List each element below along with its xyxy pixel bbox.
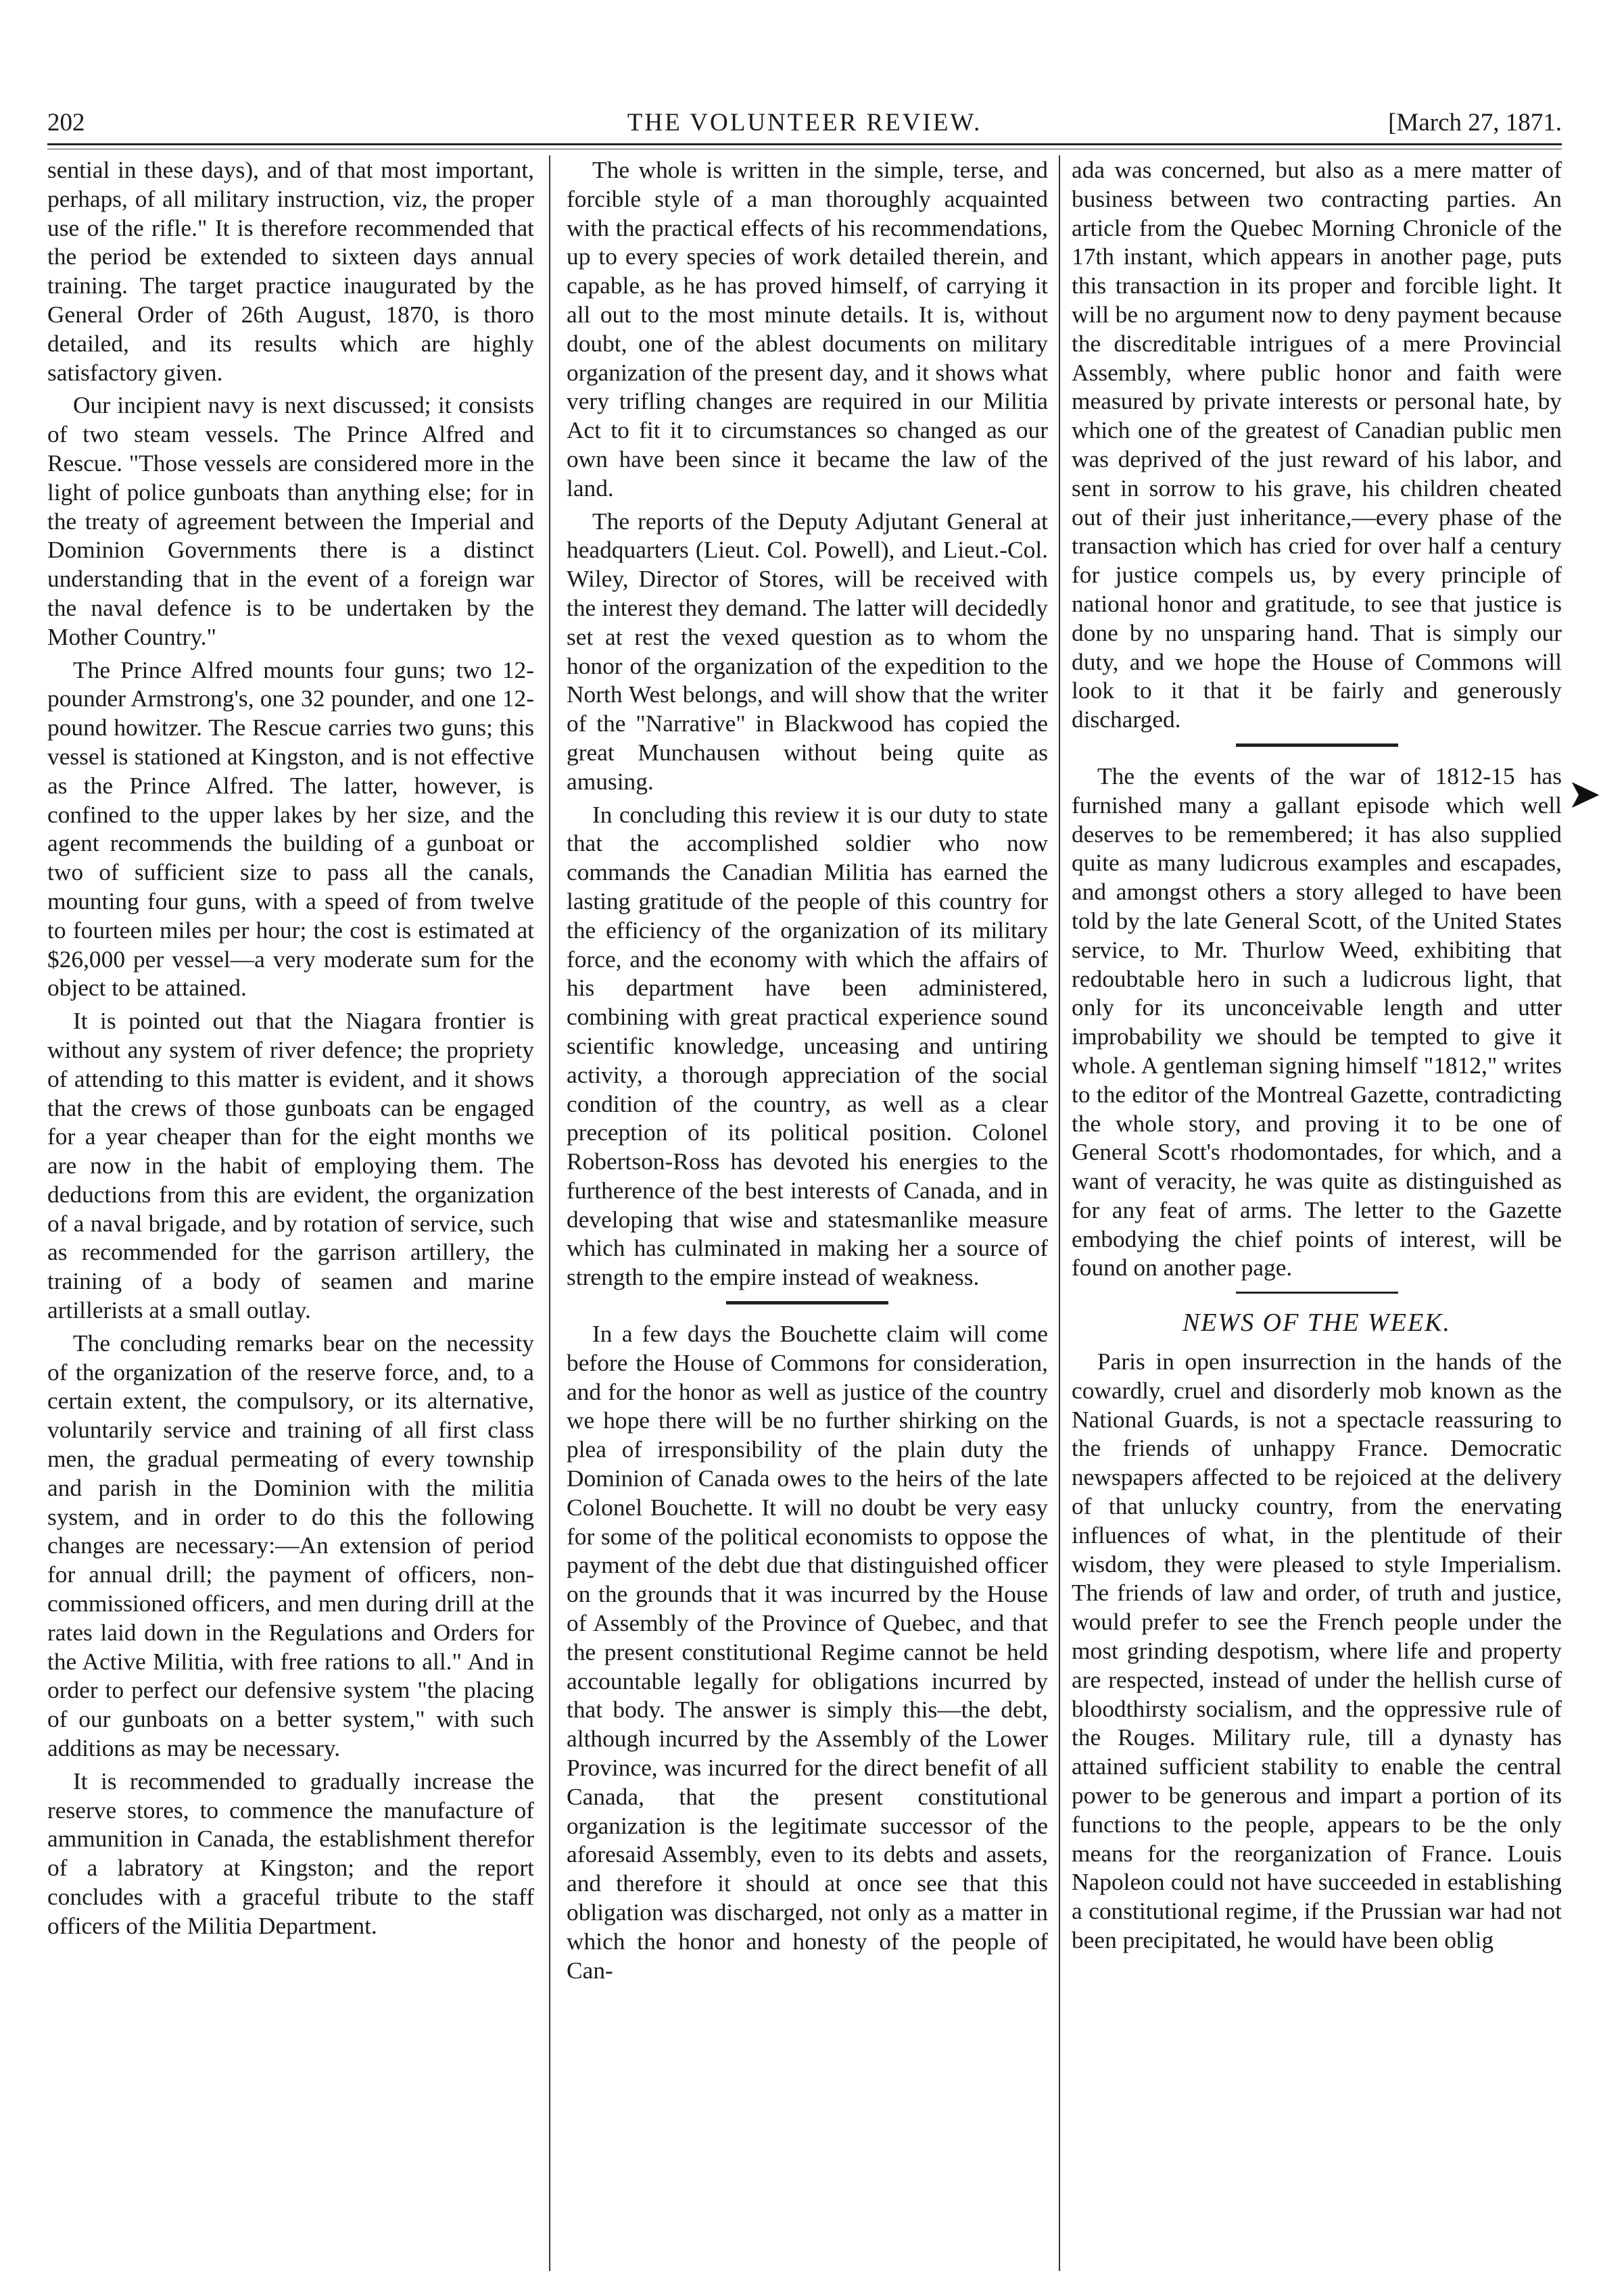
column-divider-2 <box>1059 155 1060 2271</box>
paragraph: The whole is written in the simple, terse, and forcible style of a man thoroughly acquainted with the practical effects of his recommendations, up to every species of work detailed therein, and capable, as he has proved himself, of carrying it all out to the most minute details. It is, without doubt, one of the ablest documents on military organization of the present day, and it shows what very trifling changes are required in our Militia Act to fit it to circumstances so changed as our own have been since it became the law of the land. <box>567 156 1048 502</box>
paragraph: The reports of the Deputy Adjutant General at headquarters (Lieut. Col. Powell), and Lieut.-Col. Wiley, Director of Stores, will be received with the interest they demand. The latter will decidedly set at rest the vexed question as to whom the honor of the organization of the expedition to the North West belongs, and will show that the writer of the "Narrative" in Blackwood has copied the great Munchausen without being quite as amusing. <box>567 507 1048 795</box>
paragraph: Our incipient navy is next discussed; it consists of two steam vessels. The Prince Alfred and Rescue. "Those vessels are considered more in the light of police gunboats than anything else; for in the treaty of agreement between the Imperial and Dominion Governments there is a distinct understanding that in the event of a foreign war the naval defence is to be undertaken by the Mother Country." <box>47 391 534 650</box>
page-number: 202 <box>47 109 85 137</box>
page-header <box>47 108 1562 149</box>
paragraph: The the events of the war of 1812-15 has furnished many a gallant episode which well deserves to be remembered; it has also supplied quite as many ludicrous examples and escapades, and amongst others a story alleged to have been told by the late General Scott, of the United States service, to Mr. Thurlow Weed, exhibiting that redoubtable hero in such a ludicrous light, that only for its unconceivable length and utter improbability we should be tempted to give it whole. A gentleman signing himself "1812," writes to the editor of the Montreal Gazette, contradicting the whole story, and proving it to be one of General Scott's rhodomontades, for which, and a want of veracity, he was quite as distinguished as for any feat of arms. The letter to the Gazette embodying the chief points of interest, will be found on another page. <box>1072 762 1562 1281</box>
section-separator <box>726 1301 888 1304</box>
paragraph: In concluding this review it is our duty to state that the accomplished soldier who now commands the Canadian Militia has earned the lasting gratitude of the people of this country for the efficiency of the organization of its military force, and the economy with which the affairs of his department have been administered, combining with great practical experience sound scientific knowledge, unceasing and untiring activity, a thorough appreciation of the social condition of the country, as well as a clear preception of its political position. Colonel Robertson-Ross has devoted his energies to the furtherence of the best interests of Canada, and in developing that wise and statesmanlike measure which has culminated in making her a source of strength to the empire instead of weakness. <box>567 800 1048 1291</box>
paragraph: sential in these days), and of that most important, perhaps, of all military instruction, viz, the proper use of the rifle." It is therefore recommended that the period be extended to sixteen days annual training. The target practice inaugurated by the General Order of 26th August, 1870, is thoro detailed, and its results which are highly satisfactory given. <box>47 156 534 386</box>
paragraph: It is recommended to gradually increase the reserve stores, to commence the manufacture of ammunition in Canada, the establishment therefor of a labratory at Kingston; and the report concludes with a graceful tribute to the staff officers of the Militia Department. <box>47 1767 534 1939</box>
column-2 <box>567 155 1048 2271</box>
margin-arrow-icon: ➤ <box>1567 771 1601 818</box>
masthead-title: THE VOLUNTEER REVIEW. <box>627 109 982 137</box>
paragraph: It is pointed out that the Niagara frontier is without any system of river defence; the propriety of attending to this matter is evident, and it shows that the crews of those gunboats can be engaged for a year cheaper than for the eight months we are now in the habit of employing them. The deductions from this are evident, the organization of a naval brigade, and by rotation of service, such as recommended for the garrison artillery, the training of a body of seamen and marine artillerists at a small outlay. <box>47 1007 534 1324</box>
paragraph: In a few days the Bouchette claim will come before the House of Commons for consideration, and for the honor as well as justice of the country we hope there will be no further shirking on the plea of irresponsibility of the plain duty the Dominion of Canada owes to the heirs of the late Colonel Bouchette. It will no doubt be very easy for some of the political economists to oppose the payment of the debt due that distinguished officer on the grounds that it was incurred by the House of Assembly of the Province of Quebec, and that the present constitutional Regime cannot be held accountable legally for obligations incurred by that body. The answer is simply this—the debt, although incurred by the Assembly of the Lower Province, was incurred for the direct benefit of all Canada, that the present constitutional organization is the legitimate successor of the aforesaid Assembly, even to its debts and assets, and therefore it should at once see that this obligation was discharged, not only as a matter in which the honor and honesty of the people of Can- <box>567 1320 1048 1984</box>
paragraph: Paris in open insurrection in the hands of the cowardly, cruel and disorderly mob known as the National Guards, is not a spectacle reassuring to the friends of unhappy France. Democratic newspapers affected to be rejoiced at the delivery of that unlucky country, from the enervating influences of what, in the plentitude of their wisdom, they were pleased to style Imperialism. The friends of law and order, of truth and justice, would prefer to see the French people under the most grinding despotism, where life and property are respected, instead of under the hellish curse of bloodthirsty socialism, and the oppressive rule of the Rouges. Military rule, till a dynasty has attained sufficient stability to enable the central power to be generous and impart a portion of its functions to the people, appears to be the only means for the reorganization of France. Louis Napoleon could not have succeeded in establishing a constitutional regime, if the Prussian war had not been precipitated, he would have been oblig <box>1072 1348 1562 1954</box>
issue-date: [March 27, 1871. <box>1388 109 1562 137</box>
paragraph: ada was concerned, but also as a mere matter of business between two contracting parties. An article from the Quebec Morning Chronicle of the 17th instant, which appears in another page, puts this transaction in its proper and forcible light. It will be no argument now to deny payment because the discreditable intrigues of a mere Provincial Assembly, where public honor and faith were measured by private interests or personal hate, by which one of the greatest of Canadian public men was deprived of the just reward of his labor, and sent in sorrow to his grave, his children cheated out of their just inheritance,—every phase of the transaction which has cried for over half a century for justice compels us, by every principle of national honor and gratitude, to see that justice is done by no unsparing hand. That is simply our duty, and we hope the House of Commons will look to it that it be fairly and generously discharged. <box>1072 156 1562 733</box>
column-1 <box>47 155 534 2271</box>
paragraph: The concluding remarks bear on the necessity of the organization of the reserve force, and, to a certain extent, the compulsory, or its alternative, voluntarily service and training of all first class men, the gradual permeating of every township and parish in the Dominion with the militia system, and in order to do this the following changes are necessary:—An extension of period for annual drill; the payment of officers, non-commissioned officers, and men during drill at the rates laid down in the Regulations and Orders for the Active Militia, with free rations to all." And in order to perfect our defensive system "the placing of our gunboats on a better system," with such additions as may be necessary. <box>47 1329 534 1762</box>
section-separator <box>1236 743 1398 747</box>
column-3 <box>1072 155 1562 2271</box>
section-heading: NEWS OF THE WEEK. <box>1182 1309 1452 1338</box>
paragraph: The Prince Alfred mounts four guns; two 12-pounder Armstrong's, one 32 pounder, and one 12-pound howitzer. The Rescue carries two guns; this vessel is stationed at Kingston, and is not effective as the Prince Alfred. The latter, however, is confined to the upper lakes by her size, and the agent recommends the building of a gunboat or two of sufficient size to pass all the canals, mounting four guns, with a speed of from twelve to fourteen miles per hour; the cost is estimated at $26,000 per vessel—a very moderate sum for the object to be attained. <box>47 656 534 1002</box>
column-divider-1 <box>549 155 550 2271</box>
header-rule <box>47 143 1562 145</box>
section-separator <box>1236 1292 1398 1294</box>
